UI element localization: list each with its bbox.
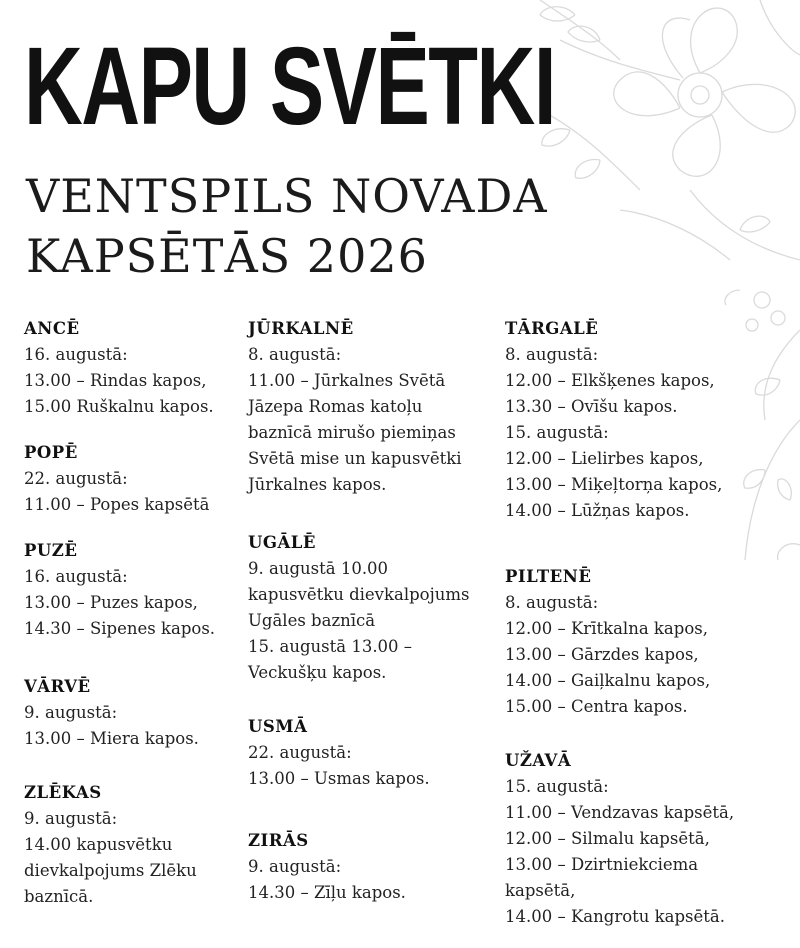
schedule-line: 13.00 – Miera kapos.	[24, 729, 199, 748]
schedule-line: 22. augustā:	[248, 743, 352, 762]
schedule-line: 13.00 – Miķeļtorņa kapos,	[505, 475, 723, 494]
schedule-line: Jāzepa Romas katoļu	[248, 397, 423, 416]
schedule-line: 12.00 – Elkšķenes kapos,	[505, 371, 715, 390]
schedule-line: baznīcā mirušo piemiņas	[248, 423, 456, 442]
schedule-line: 14.30 – Zīļu kapos.	[248, 883, 406, 902]
schedule-line: 13.00 – Puzes kapos,	[24, 593, 198, 612]
schedule-line: kapusvētku dievkalpojums	[248, 585, 470, 604]
schedule-line: Svētā mise un kapusvētki	[248, 449, 462, 468]
section-piltene	[505, 564, 795, 720]
schedule-line: 12.00 – Silmalu kapsētā,	[505, 829, 710, 848]
schedule-line: 14.00 – Lūžņas kapos.	[505, 501, 690, 520]
schedule-line: 16. augustā:	[24, 345, 128, 364]
section-heading: ZLĒKAS	[24, 783, 102, 802]
schedule-line: 14.00 – Gaiļkalnu kapos,	[505, 671, 711, 690]
schedule-line: 11.00 – Vendzavas kapsētā,	[505, 803, 735, 822]
schedule-line: 22. augustā:	[24, 469, 128, 488]
page-title: KAPU SVĒTKI	[24, 25, 555, 148]
schedule-line: 9. augustā:	[24, 809, 118, 828]
schedule-line: 9. augustā:	[24, 703, 118, 722]
schedule-line: 13.00 – Dzirtniekciema	[505, 855, 699, 874]
section-heading: PUZĒ	[24, 541, 78, 560]
section-zlekas	[24, 780, 229, 910]
section-heading: VĀRVĒ	[24, 677, 91, 696]
schedule-line: 8. augustā:	[505, 593, 599, 612]
section-heading: POPĒ	[24, 443, 78, 462]
section-varve	[24, 674, 229, 752]
schedule-line: dievkalpojums Zlēku	[24, 861, 197, 880]
section-pope	[24, 440, 229, 518]
schedule-line: 15.00 – Centra kapos.	[505, 697, 688, 716]
schedule-line: 11.00 – Jūrkalnes Svētā	[248, 371, 446, 390]
section-heading: TĀRGALĒ	[505, 319, 599, 338]
section-targale	[505, 316, 795, 524]
section-heading: USMĀ	[248, 717, 308, 736]
schedule-line: 12.00 – Krītkalna kapos,	[505, 619, 708, 638]
section-ziras	[248, 828, 488, 906]
schedule-line: 14.00 kapusvētku	[24, 835, 173, 854]
schedule-line: 15. augustā 13.00 –	[248, 637, 413, 656]
section-ugale	[248, 530, 488, 686]
section-puze	[24, 538, 229, 642]
schedule-line: 14.30 – Sipenes kapos.	[24, 619, 216, 638]
subtitle-line-2: KAPSĒTĀS 2026	[26, 229, 428, 283]
schedule-line: 13.30 – Ovīšu kapos.	[505, 397, 678, 416]
schedule-line: Veckušķu kapos.	[248, 663, 387, 682]
section-heading: UŽAVĀ	[505, 751, 572, 770]
section-jurkalne	[248, 316, 488, 498]
schedule-line: 16. augustā:	[24, 567, 128, 586]
schedule-line: 13.00 – Gārzdes kapos,	[505, 645, 699, 664]
section-uzava	[505, 748, 795, 930]
schedule-line: 8. augustā:	[248, 345, 342, 364]
section-heading: ZIRĀS	[248, 831, 309, 850]
schedule-line: 9. augustā:	[248, 857, 342, 876]
schedule-line: 13.00 – Usmas kapos.	[248, 769, 430, 788]
schedule-line: 13.00 – Rindas kapos,	[24, 371, 207, 390]
schedule-line: 14.00 – Kangrotu kapsētā.	[505, 907, 725, 926]
schedule-line: baznīcā.	[24, 887, 94, 906]
schedule-line: 9. augustā 10.00	[248, 559, 389, 578]
schedule-line: 15. augustā:	[505, 777, 609, 796]
schedule-line: 15. augustā:	[505, 423, 609, 442]
section-heading: ANCĒ	[24, 319, 80, 338]
schedule-line: kapsētā,	[505, 881, 576, 900]
schedule-line: Ugāles baznīcā	[248, 611, 376, 630]
subtitle-line-1: VENTSPILS NOVADA	[26, 169, 548, 223]
section-heading: JŪRKALNĒ	[248, 319, 354, 338]
schedule-line: 12.00 – Lielirbes kapos,	[505, 449, 704, 468]
section-ance	[24, 316, 229, 420]
schedule-line: 11.00 – Popes kapsētā	[24, 495, 210, 514]
schedule-line: 15.00 Ruškalnu kapos.	[24, 397, 214, 416]
section-heading: UGĀLĒ	[248, 533, 316, 552]
section-usma	[248, 714, 488, 792]
schedule-line: Jūrkalnes kapos.	[248, 475, 387, 494]
section-heading: PILTENĒ	[505, 567, 592, 586]
schedule-line: 8. augustā:	[505, 345, 599, 364]
